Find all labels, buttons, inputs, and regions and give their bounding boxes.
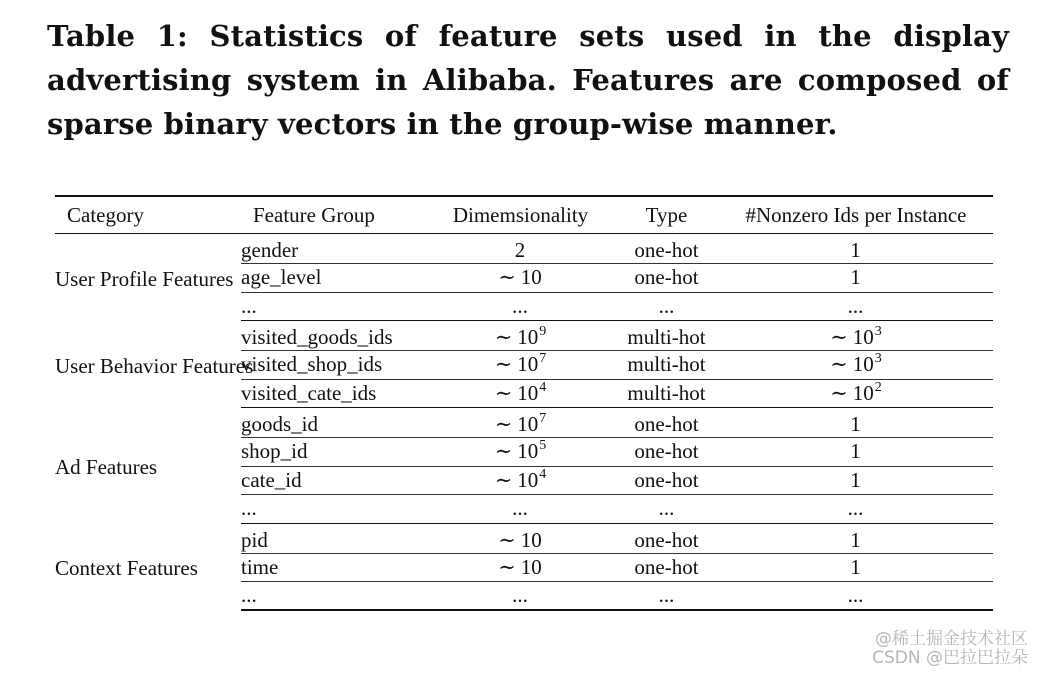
approx-symbol: ∼ (494, 352, 513, 377)
approx-symbol: ∼ (494, 439, 513, 464)
feature-group-cell: ... (241, 292, 427, 321)
approx-symbol: ∼ (494, 325, 513, 349)
value-base: ... (847, 496, 864, 521)
value-exponent: 9 (539, 324, 547, 339)
category-cell: Ad Features (55, 454, 158, 479)
dimensionality-cell (427, 351, 614, 380)
value-base: 1 (850, 467, 861, 492)
feature-group-cell: ... (241, 495, 427, 524)
value-exponent: 3 (874, 324, 882, 339)
dimensionality-cell (427, 438, 614, 467)
value-base: 10 (517, 325, 539, 349)
header-category: Category (55, 196, 241, 234)
dimensionality-cell (427, 234, 614, 264)
value-base: 10 (520, 265, 542, 290)
type-cell: ... (614, 582, 719, 611)
nonzero-ids-cell (719, 466, 993, 495)
nonzero-ids-cell (719, 234, 993, 264)
feature-group-cell: visited_goods_ids (241, 321, 427, 351)
table-header-row (55, 196, 993, 234)
approx-symbol: ∼ (494, 412, 513, 436)
type-cell: one-hot (614, 234, 719, 264)
feature-group-cell: shop_id (241, 438, 427, 467)
type-cell: multi-hot (614, 379, 719, 408)
value-base: 1 (850, 265, 861, 290)
dimensionality-cell (427, 321, 614, 351)
value-base: 1 (850, 439, 861, 464)
dimensionality-cell (427, 292, 614, 321)
nonzero-ids-cell (719, 292, 993, 321)
value-base: ... (512, 583, 528, 607)
table-row (55, 408, 993, 438)
table-caption: Table 1: Statistics of feature sets used in the display advertising system in Alibaba. Features are composed of sparse binary vectors in the group-wise manner. (47, 19, 1009, 141)
type-cell: ... (614, 495, 719, 524)
feature-group-cell: pid (241, 523, 427, 553)
type-cell: one-hot (614, 553, 719, 582)
approx-symbol: ∼ (830, 325, 848, 349)
value-base: ... (512, 496, 528, 521)
category-cell: User Behavior Features (55, 353, 254, 378)
feature-group-cell: age_level (241, 264, 427, 293)
dimensionality-cell (427, 408, 614, 438)
value-exponent: 7 (539, 411, 547, 426)
value-base: 10 (520, 527, 542, 552)
nonzero-ids-cell (719, 351, 993, 380)
feature-group-cell: gender (241, 234, 427, 264)
header-nonzero-ids: #Nonzero Ids per Instance (719, 196, 993, 234)
feature-group-cell: time (241, 553, 427, 582)
value-base: 2 (514, 238, 526, 262)
nonzero-ids-cell (719, 408, 993, 438)
dimensionality-cell (427, 495, 614, 524)
value-exponent: 4 (539, 466, 547, 482)
header-type: Type (614, 196, 719, 234)
value-base: 10 (517, 439, 539, 464)
value-exponent: 3 (874, 351, 882, 367)
table-body (55, 234, 993, 611)
approx-symbol: ∼ (830, 380, 848, 405)
watermark-line-2: CSDN @巴拉巴拉朵 (872, 648, 1028, 668)
header-dimensionality: Dimemsionality (427, 196, 614, 234)
value-exponent: 4 (539, 379, 547, 395)
type-cell: one-hot (614, 466, 719, 495)
feature-group-cell: visited_cate_ids (241, 379, 427, 408)
nonzero-ids-cell (719, 553, 993, 582)
feature-group-cell: goods_id (241, 408, 427, 438)
type-cell: one-hot (614, 523, 719, 553)
dimensionality-cell (427, 582, 614, 611)
approx-symbol: ∼ (498, 554, 516, 579)
type-cell: one-hot (614, 408, 719, 438)
watermark-line-1: @稀土掘金技术社区 (875, 629, 1028, 649)
nonzero-ids-cell (719, 523, 993, 553)
feature-group-cell: cate_id (241, 466, 427, 495)
approx-symbol: ∼ (494, 467, 513, 492)
dimensionality-cell (427, 264, 614, 293)
table-row (55, 234, 993, 264)
category-cell: User Profile Features (55, 266, 234, 291)
feature-statistics-table (55, 195, 993, 611)
header-feature-group: Feature Group (241, 196, 427, 234)
dimensionality-cell (427, 379, 614, 408)
feature-group-cell: ... (241, 582, 427, 611)
value-base: ... (847, 293, 864, 318)
approx-symbol: ∼ (498, 265, 516, 290)
dimensionality-cell (427, 466, 614, 495)
feature-group-cell: visited_shop_ids (241, 351, 427, 380)
dimensionality-cell (427, 553, 614, 582)
value-base: 10 (852, 325, 874, 349)
value-base: 1 (850, 238, 861, 262)
value-base: 10 (517, 380, 539, 405)
type-cell: one-hot (614, 264, 719, 293)
value-base: ... (512, 293, 528, 318)
value-base: 1 (850, 554, 861, 579)
type-cell: ... (614, 292, 719, 321)
nonzero-ids-cell (719, 321, 993, 351)
value-base: 10 (517, 467, 539, 492)
type-cell: multi-hot (614, 321, 719, 351)
value-base: 1 (850, 527, 861, 552)
value-base: 10 (852, 380, 874, 405)
nonzero-ids-cell (719, 379, 993, 408)
value-base: 10 (517, 412, 539, 436)
approx-symbol: ∼ (498, 527, 516, 552)
value-exponent: 7 (539, 351, 547, 367)
nonzero-ids-cell (719, 264, 993, 293)
type-cell: multi-hot (614, 351, 719, 380)
nonzero-ids-cell (719, 582, 993, 611)
dimensionality-cell (427, 523, 614, 553)
value-base: ... (847, 583, 864, 607)
category-cell: Context Features (55, 556, 198, 580)
value-exponent: 2 (874, 379, 882, 395)
value-base: 10 (517, 352, 539, 377)
watermark (872, 630, 1028, 668)
table-row (55, 321, 993, 351)
nonzero-ids-cell (719, 438, 993, 467)
type-cell: one-hot (614, 438, 719, 467)
value-base: 10 (520, 554, 542, 579)
value-base: 1 (850, 412, 861, 436)
table-row (55, 523, 993, 553)
value-exponent: 5 (539, 438, 547, 454)
nonzero-ids-cell (719, 495, 993, 524)
value-base: 10 (852, 352, 874, 377)
approx-symbol: ∼ (494, 380, 513, 405)
approx-symbol: ∼ (830, 352, 848, 377)
